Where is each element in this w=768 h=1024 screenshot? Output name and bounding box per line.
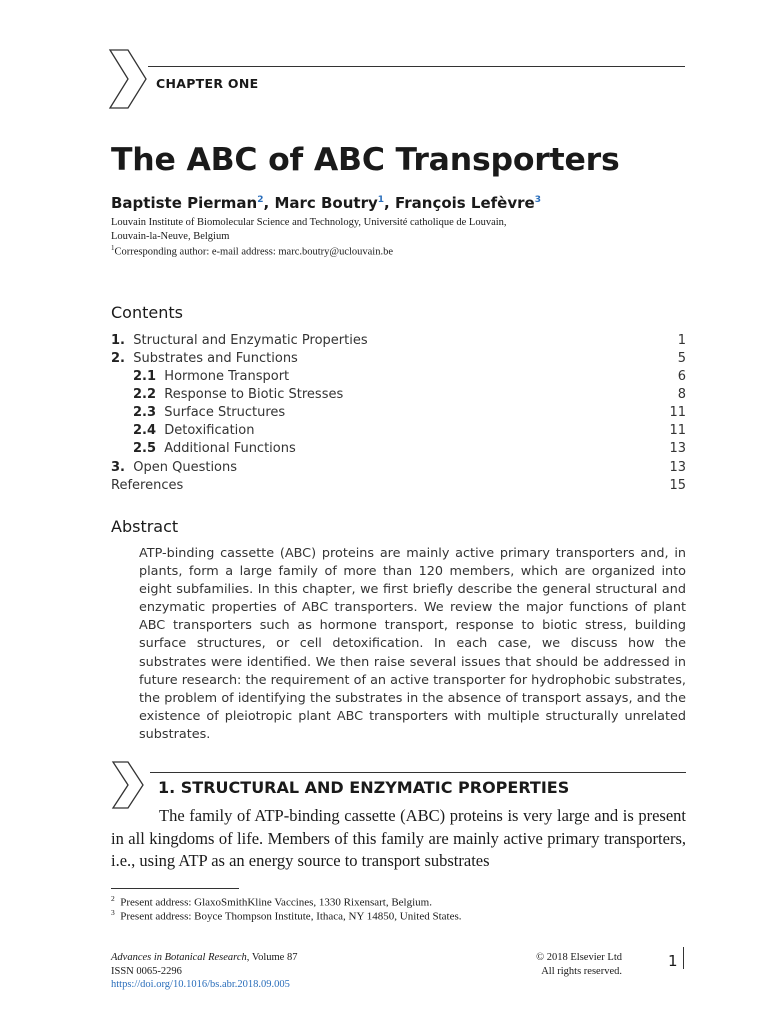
toc-label: Additional Functions: [164, 441, 296, 456]
toc-label: Response to Biotic Stresses: [164, 387, 344, 402]
toc-page: 13: [669, 460, 686, 475]
body-paragraph: [111, 805, 686, 873]
author-name: Baptiste Pierman: [111, 194, 258, 212]
author-name: Marc Boutry: [274, 194, 378, 212]
author-affiliation-mark[interactable]: 2: [257, 195, 264, 205]
affiliation-line: Louvain Institute of Biomolecular Science and Technology, Université catholique de Louvain,: [111, 217, 507, 228]
toc-page: 15: [669, 478, 686, 493]
toc-number: 2.1: [133, 369, 157, 384]
toc-number: 2.: [111, 351, 125, 366]
journal-name: Advances in Botanical Research: [111, 952, 247, 963]
toc-label: Detoxification: [164, 423, 255, 438]
toc-entry[interactable]: [133, 441, 686, 459]
author-affiliation-mark[interactable]: 1: [377, 195, 385, 205]
toc-number: 2.2: [133, 387, 157, 402]
toc-number: 1.: [111, 333, 125, 348]
footnote-rule: [111, 888, 239, 889]
toc-entry[interactable]: [111, 478, 686, 496]
rights-line: All rights reserved.: [541, 965, 622, 977]
page-number-rule: [683, 947, 684, 969]
chapter-chevron-icon: [108, 48, 148, 110]
toc-page: 6: [677, 369, 686, 384]
journal-volume: , Volume 87: [246, 952, 298, 963]
toc-label: Hormone Transport: [164, 369, 290, 384]
toc-page: 13: [669, 441, 686, 456]
journal-issn: ISSN 0065-2296: [111, 965, 182, 977]
corresponding-author-email: Corresponding author: e-mail address: marc.boutry@uclouvain.be: [114, 246, 394, 258]
body-paragraph-text: The family of ATP-binding cassette (ABC) proteins is very large and is present in all kingdoms of life. Members of this family are mainly active primary transporters, i.e., using ATP as an energy source to transport substrates: [111, 806, 686, 870]
section-chevron-icon: [111, 760, 145, 810]
toc-page: 1: [677, 333, 686, 348]
chapter-rule: [148, 66, 685, 67]
toc-number: 2.4: [133, 423, 157, 438]
doi-link[interactable]: https://doi.org/10.1016/bs.abr.2018.09.005: [111, 979, 290, 990]
toc-entry[interactable]: [133, 387, 686, 405]
toc-entry[interactable]: [111, 351, 686, 369]
toc-label: Open Questions: [133, 460, 238, 475]
toc-number: 2.5: [133, 441, 157, 456]
corresponding-author: [111, 244, 393, 258]
toc-label: Structural and Enzymatic Properties: [133, 333, 368, 348]
chapter-label: CHAPTER ONE: [156, 76, 259, 91]
toc-entry[interactable]: [133, 405, 686, 423]
footnote-text: Present address: GlaxoSmithKline Vaccines, 1330 Rixensart, Belgium.: [120, 896, 432, 909]
footnote: [111, 908, 462, 923]
toc-entry[interactable]: [133, 423, 686, 441]
abstract-heading: Abstract: [111, 517, 179, 536]
page-number: 1: [668, 952, 678, 970]
author-list: Baptiste Pierman$^2$, Marc Boutry$^1$, François Lefèvre$^3$: [111, 194, 541, 212]
journal-citation: [111, 951, 297, 965]
toc-entry[interactable]: [111, 460, 686, 478]
footnote-mark: 2: [111, 894, 115, 903]
abstract-text: ATP-binding cassette (ABC) proteins are mainly active primary transporters and, in plants, form a large family of more than 120 members, which are organized into eight subfamilies. In this chapter, we first briefly describe the general structural and enzymatic properties of ABC transporters. We review the major functions of plant ABC transporters such as hormone transport, response to biotic stress, building surface structures, or cell detoxification. In each case, we discuss how the substrates were identified. We then raise several issues that should be addressed in future research: the requirement of an active transporter for hydrophobic substrates, the problem of identifying the substrates in the absence of transport assays, and the existence of pleiotropic plant ABC transporters with multiple structurally unrelated substrates.: [139, 546, 686, 742]
toc-page: 11: [669, 423, 686, 438]
copyright-line: © 2018 Elsevier Ltd: [536, 952, 622, 963]
footnote-mark: 3: [111, 908, 115, 917]
footnote-text: Present address: Boyce Thompson Institute, Ithaca, NY 14850, United States.: [120, 910, 462, 923]
footnote: [111, 894, 432, 909]
journal-info: [111, 951, 297, 992]
page-title: The ABC of ABC Transporters: [111, 142, 620, 178]
toc-label: References: [111, 478, 184, 493]
author-affiliation-mark[interactable]: 3: [534, 195, 541, 205]
affiliation-line: Louvain-la-Neuve, Belgium: [111, 231, 230, 242]
copyright-notice: [500, 951, 622, 978]
toc-page: 5: [677, 351, 686, 366]
toc-page: 8: [677, 387, 686, 402]
contents-heading: Contents: [111, 303, 183, 322]
toc-label: Surface Structures: [164, 405, 286, 420]
toc-number: 2.3: [133, 405, 157, 420]
section-heading: 1. STRUCTURAL AND ENZYMATIC PROPERTIES: [158, 778, 570, 797]
corresponding-mark: 1: [111, 244, 115, 252]
toc-number: 3.: [111, 460, 125, 475]
toc-page: 11: [669, 405, 686, 420]
toc-entry[interactable]: [111, 333, 686, 351]
toc-label: Substrates and Functions: [133, 351, 298, 366]
toc-entry[interactable]: [133, 369, 686, 387]
section-rule: [150, 772, 686, 773]
author-name: François Lefèvre: [394, 194, 535, 212]
